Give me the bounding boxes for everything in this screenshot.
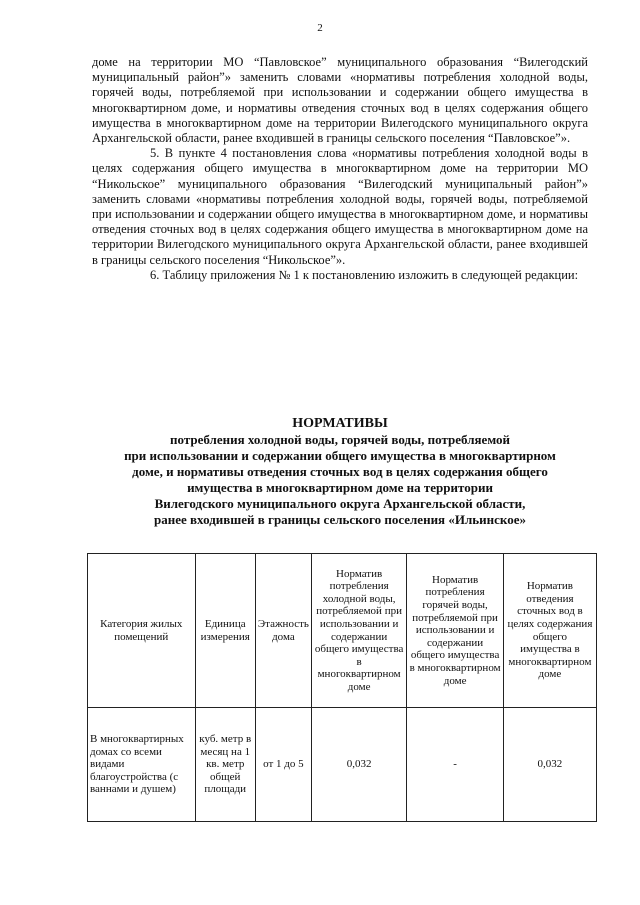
paragraph-item-5: 5. В пункте 4 постановления слова «нормативы потребления холодной воды в целях содержания общего имущества в многоквартирном доме на территории МО “Никольское” муниципального образования “Вилегодский муниципальный район”» заменить словами «нормативы потребления холодной воды, горячей воды, потребляемой при использовании и содержании общего имущества в многоквартирном доме, и нормативы отведения сточных вод в целях содержания общего имущества в многоквартирном доме на территории Вилегодского муниципального округа Архангельской области, ранее входившей в границы сельского поселения “Никольское”». xyxy=(92,146,588,267)
title-line: Вилегодского муниципального округа Архангельской области, xyxy=(154,496,526,511)
title-line: имущества в многоквартирном доме на территории xyxy=(187,480,493,495)
title-line: ранее входившей в границы сельского поселения «Ильинское» xyxy=(154,512,526,527)
body-text xyxy=(92,55,588,283)
header-floors: Этажность дома xyxy=(255,554,311,708)
cell-floors: от 1 до 5 xyxy=(255,708,311,822)
title-heading: НОРМАТИВЫ xyxy=(292,416,388,431)
cell-hot-water: - xyxy=(407,708,504,822)
cell-category: В многоквартирных домах со всеми видами благоустройства (с ваннами и душем) xyxy=(88,708,196,822)
title-line: доме, и нормативы отведения сточных вод в целях содержания общего xyxy=(132,464,548,479)
title-line: при использовании и содержании общего имущества в многоквартирном xyxy=(124,448,556,463)
header-hot-water: Норматив потребления горячей воды, потребляемой при использовании и содержании общего имущества в многоквартирном доме xyxy=(407,554,504,708)
norms-title xyxy=(60,416,620,528)
cell-cold-water: 0,032 xyxy=(311,708,406,822)
header-category: Категория жилых помещений xyxy=(88,554,196,708)
norms-table xyxy=(87,553,597,822)
paragraph-continuation: доме на территории МО “Павловское” муниципального образования “Вилегодский муниципальный район”» заменить словами «нормативы потребления холодной воды, горячей воды, потребляемой при использовании и содержании общего имущества в многоквартирном доме, и нормативы отведения сточных вод в целях содержания общего имущества в многоквартирном доме на территории Вилегодского муниципального округа Архангельской области, ранее входившей в границы сельского поселения “Павловское”». xyxy=(92,55,588,146)
header-cold-water: Норматив потребления холодной воды, потребляемой при использовании и содержании общего имущества в многоквартирном доме xyxy=(311,554,406,708)
paragraph-item-6: 6. Таблицу приложения № 1 к постановлению изложить в следующей редакции: xyxy=(150,267,579,282)
table-header-row xyxy=(88,554,597,708)
title-line: потребления холодной воды, горячей воды, потребляемой xyxy=(170,432,510,447)
table-row xyxy=(88,708,597,822)
header-unit: Единица измерения xyxy=(195,554,255,708)
cell-unit: куб. метр в месяц на 1 кв. метр общей площади xyxy=(195,708,255,822)
cell-wastewater: 0,032 xyxy=(503,708,596,822)
header-wastewater: Норматив отведения сточных вод в целях содержания общего имущества в многоквартирном доме xyxy=(503,554,596,708)
page-number: 2 xyxy=(317,22,323,34)
